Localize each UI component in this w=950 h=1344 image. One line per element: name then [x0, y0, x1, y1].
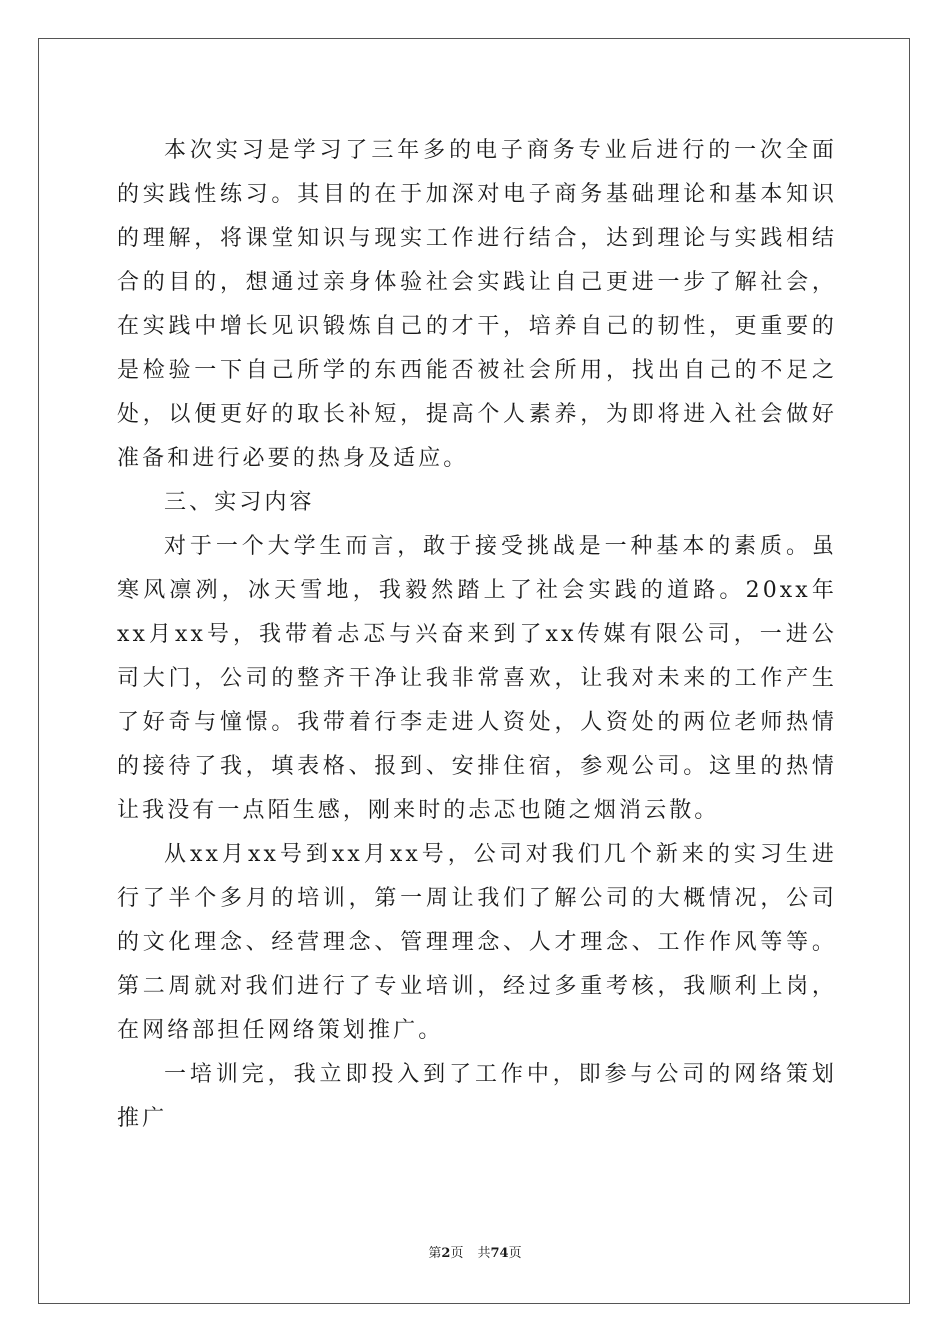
page-suffix: 页 — [450, 1246, 464, 1261]
document-body — [117, 129, 837, 1141]
total-suffix: 页 — [508, 1246, 522, 1261]
paragraph-intro: 本次实习是学习了三年多的电子商务专业后进行的一次全面的实践性练习。其目的在于加深对电子商务基础理论和基本知识的理解，将课堂知识与现实工作进行结合，达到理论与实践相结合的目的，想通过亲身体验社会实践让自己更进一步了解社会，在实践中增长见识锻炼自己的才干，培养自己的韧性，更重要的是检验一下自己所学的东西能否被社会所用，找出自己的不足之处，以便更好的取长补短，提高个人素养，为即将进入社会做好准备和进行必要的热身及适应。 — [117, 138, 837, 471]
paragraph-arrival: 对于一个大学生而言，敢于接受挑战是一种基本的素质。虽寒风凛冽，冰天雪地，我毅然踏上了社会实践的道路。20xx年xx月xx号，我带着忐忑与兴奋来到了xx传媒有限公司，一进公司大门，公司的整齐干净让我非常喜欢，让我对未来的工作产生了好奇与憧憬。我带着行李走进人资处，人资处的两位老师热情的接待了我，填表格、报到、安排住宿，参观公司。这里的热情让我没有一点陌生感，刚来时的忐忑也随之烟消云散。 — [117, 534, 837, 823]
total-prefix: 共 — [477, 1246, 491, 1261]
page-footer — [0, 1246, 950, 1262]
total-pages: 74 — [490, 1246, 509, 1261]
page-number: 2 — [441, 1246, 451, 1261]
page-prefix: 第 — [428, 1246, 442, 1261]
paragraph-training: 从xx月xx号到xx月xx号，公司对我们几个新来的实习生进行了半个多月的培训，第一周让我们了解公司的大概情况，公司的文化理念、经营理念、管理理念、人才理念、工作作风等等。第二周就对我们进行了专业培训，经过多重考核，我顺利上岗，在网络部担任网络策划推广。 — [117, 842, 837, 1043]
paragraph-work: 一培训完，我立即投入到了工作中，即参与公司的网络策划推广 — [117, 1062, 837, 1131]
section-heading: 三、实习内容 — [164, 490, 315, 515]
